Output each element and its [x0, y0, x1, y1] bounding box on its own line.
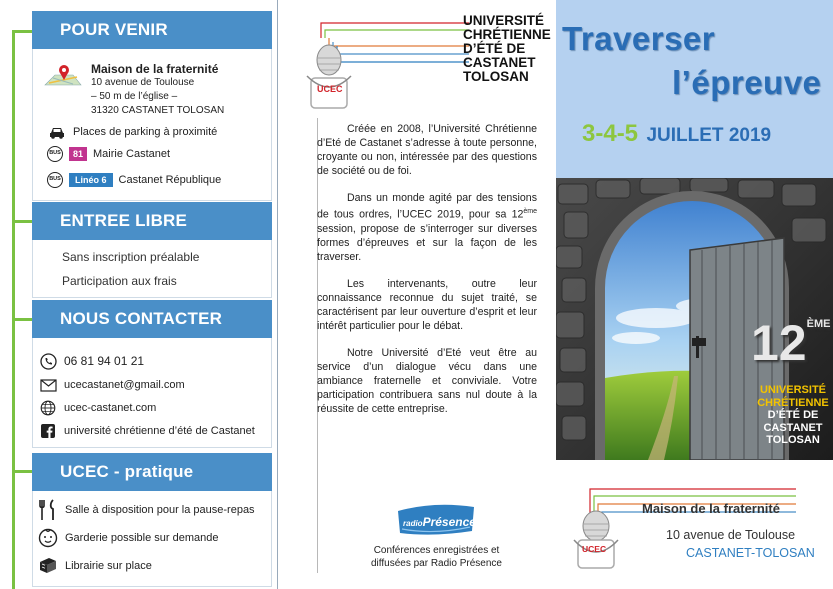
- logo-line: UNIVERSITÉ: [463, 13, 545, 28]
- facebook-page[interactable]: université chrétienne d’été de Castanet: [64, 425, 255, 437]
- info-column: [0, 0, 278, 589]
- cover-date: [582, 120, 771, 148]
- cover-column: [556, 0, 833, 589]
- bus-line-badge: 81: [69, 147, 87, 161]
- paragraph-1: Créée en 2008, l’Université Chrétienne d’Eté de Castanet s’adresse à toute personne, croyante ou non, intéressée par des questions de société ou de foi.: [317, 123, 537, 177]
- cover-title-line2: l’épreuve: [672, 64, 822, 101]
- radio-word: radio: [403, 519, 423, 528]
- facebook-icon: [38, 422, 58, 440]
- bus-line-badge: Linéo 6: [69, 173, 113, 187]
- green-connector-line: [12, 30, 15, 589]
- section-pour-venir: [32, 49, 272, 201]
- car-icon: [47, 123, 67, 141]
- radio-caption-line: diffusées par Radio Présence: [370, 558, 502, 569]
- pratique-text: Garderie possible sur demande: [65, 532, 219, 544]
- edition-number: [751, 314, 830, 372]
- section-entree-libre: [32, 240, 272, 298]
- cover-title-line1: Traverser: [562, 20, 716, 57]
- books-icon: [37, 555, 59, 577]
- presentation-column: [279, 0, 555, 589]
- radio-wordmark: [403, 513, 476, 531]
- pratique-text: Librairie sur place: [65, 560, 152, 572]
- parking-text: Places de parking à proximité: [73, 126, 218, 138]
- facebook-row: [38, 422, 255, 440]
- subtitle-line-yellow: CHRÉTIENNE: [757, 396, 829, 409]
- paragraph-3: Les intervenants, outre leur connaissance reconnue du sujet traité, se caractérisent par leur ouverture d’esprit et leur intérêt particulier pour le débat.: [317, 277, 537, 332]
- subtitle-line-white: D’ÉTÉ DE: [767, 409, 819, 421]
- edition-12: 12: [751, 315, 807, 371]
- baby-icon: [37, 527, 59, 549]
- logo-line: TOLOSAN: [463, 69, 529, 84]
- phone-icon: [38, 352, 58, 370]
- paragraph-4: Notre Université d’Eté veut être au service d’un dialogue vécu dans une ambiance fraternelle et conviviale. Votre participation contribuera sans nul doute à la réussite de cette entreprise.: [317, 346, 537, 415]
- address-line: 31320 CASTANET TOLOSAN: [91, 105, 225, 116]
- green-branch: [12, 220, 34, 223]
- email-address[interactable]: ucecastanet@gmail.com: [64, 379, 185, 391]
- venue-block: [556, 460, 833, 589]
- bus-stop: Mairie Castanet: [93, 148, 171, 160]
- section-nous-contacter: [32, 338, 272, 448]
- section-title-pour-venir: POUR VENIR: [32, 11, 272, 49]
- logo-line: CHRÉTIENNE: [463, 27, 551, 42]
- ucec-logo: [299, 13, 551, 118]
- phone-number[interactable]: 06 81 94 01 21: [64, 354, 145, 368]
- fork-knife-icon: [37, 499, 59, 521]
- date-numbers: 3-4-5: [582, 120, 639, 147]
- green-branch: [12, 318, 34, 321]
- logo-line: CASTANET: [463, 55, 536, 70]
- ucec-logo-label: UCEC: [317, 84, 343, 94]
- entree-line: Sans inscription préalable: [62, 250, 200, 264]
- pratique-item: [37, 527, 218, 549]
- pratique-item: [37, 499, 255, 521]
- pratique-text: Salle à disposition pour la pause-repas: [65, 504, 255, 516]
- radio-presence-logo: [394, 503, 478, 537]
- parking-row: [47, 123, 217, 141]
- section-title-entree-libre: ENTREE LIBRE: [32, 202, 272, 240]
- website-link[interactable]: ucec-castanet.com: [64, 402, 157, 414]
- address-line: 10 avenue de Toulouse: [91, 77, 195, 88]
- cover-subtitle: [752, 384, 833, 447]
- address-line: – 50 m de l’église –: [91, 91, 178, 102]
- venue-microphone-icon: [556, 460, 833, 589]
- paragraph-2-start: Dans un monde agité par des tensions de tous ordres, l’UCEC 2019, pour sa 12: [317, 192, 537, 221]
- edition-suffix: ÈME: [806, 318, 831, 330]
- map-icon: [43, 63, 83, 89]
- pratique-item: [37, 555, 152, 577]
- website-row: [38, 399, 156, 417]
- bus-icon: BUS: [47, 172, 63, 188]
- logo-line: D’ÉTÉ DE: [463, 41, 526, 56]
- section-ucec-pratique: [32, 491, 272, 587]
- globe-icon: [38, 399, 58, 417]
- green-branch: [12, 30, 34, 33]
- bus-row: [47, 172, 221, 188]
- place-name: Maison de la fraternité: [91, 62, 219, 76]
- envelope-icon: [38, 376, 58, 394]
- venue-street: 10 avenue de Toulouse: [666, 528, 796, 542]
- radio-caption-line: Conférences enregistrées et: [373, 545, 500, 556]
- cover-photo: [556, 178, 833, 460]
- venue-name: Maison de la fraternité: [642, 501, 780, 516]
- paragraph-2-end: session, propose de s’interroger sur diverses formes d’épreuves et sur la façon de les traverser.: [317, 222, 537, 263]
- radio-caption: [359, 544, 514, 570]
- entree-line: Participation aux frais: [62, 274, 177, 288]
- bus-stop: Castanet République: [118, 174, 222, 186]
- presence-word: Présence: [422, 515, 476, 529]
- venue-mic-label: UCEC: [582, 544, 607, 554]
- title-box: [556, 0, 833, 178]
- section-title-nous-contacter: NOUS CONTACTER: [32, 300, 272, 338]
- paragraph-2: [317, 191, 537, 264]
- subtitle-line-white: CASTANET: [763, 421, 823, 434]
- email-row: [38, 376, 185, 394]
- date-month-year: JUILLET 2019: [646, 125, 772, 146]
- green-branch: [12, 470, 34, 473]
- bus-row: [47, 146, 170, 162]
- section-title-ucec-pratique: UCEC - pratique: [32, 453, 272, 491]
- subtitle-line-white: TOLOSAN: [766, 434, 820, 446]
- body-text: [317, 122, 537, 429]
- phone-row: [38, 352, 144, 370]
- venue-city: CASTANET-TOLOSAN: [686, 546, 815, 560]
- logo-text: [463, 14, 551, 84]
- superscript-eme: ème: [523, 208, 537, 215]
- subtitle-line-yellow: UNIVERSITÉ: [759, 384, 826, 396]
- bus-icon: BUS: [47, 146, 63, 162]
